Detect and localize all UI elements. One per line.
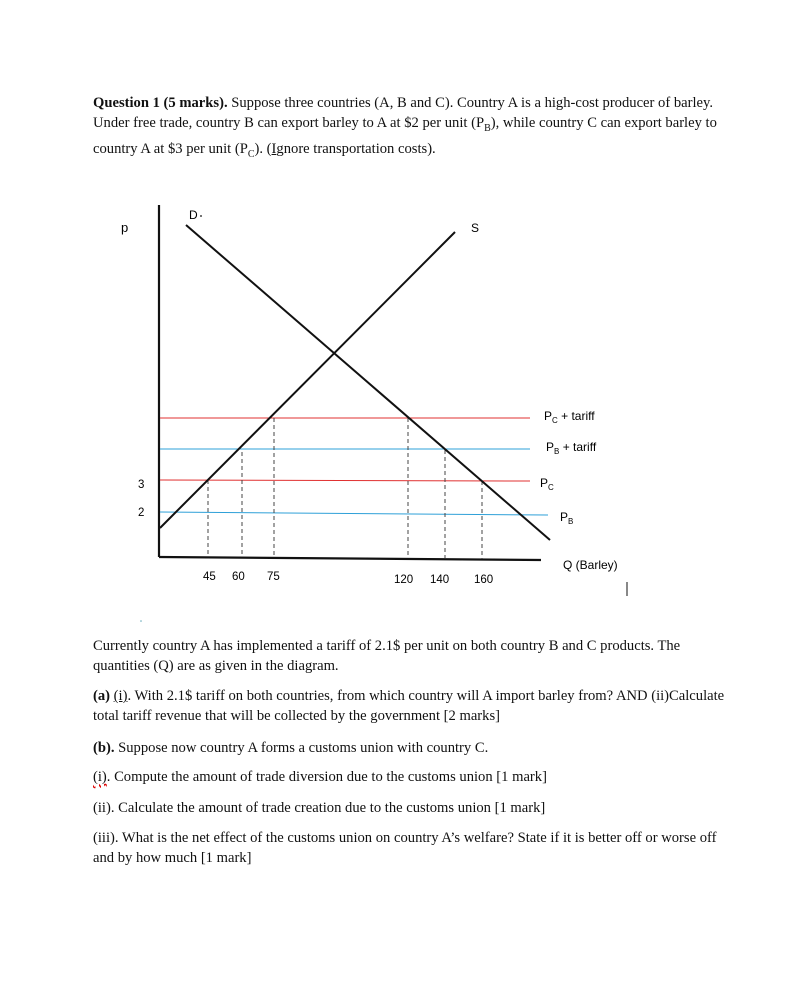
part-a-label: (a) — [93, 688, 114, 704]
part-b-ii: (ii). Calculate the amount of trade creation due to the customs union [1 mark] — [93, 800, 546, 816]
question-text-2: ), while country C can export barley to country A at $3 per unit (P — [93, 115, 717, 157]
subscript-c: C — [247, 148, 255, 160]
part-a-text: . With 2.1$ tariff on both countries, from which country will A import barley from? AND (ii)Calculate total tariff revenue that will be collected by the government [2 marks] — [93, 688, 725, 724]
part-b-label: (b). — [93, 740, 115, 756]
part-a-i: (i) — [113, 688, 128, 704]
tariff-paragraph: Currently country A has implemented a tariff of 2.1$ per unit on both country B and C products. The quantities (Q) are as given in the diagram. — [93, 638, 681, 674]
label-pb: $P_B$ — [560, 510, 574, 526]
part-a — [93, 686, 733, 726]
part-b-i-text: . Compute the amount of trade diversion due to the customs union [1 mark] — [106, 769, 547, 785]
x-tick-60: 60 — [232, 571, 245, 583]
supply-label: S — [471, 221, 480, 235]
subscript-b: B — [484, 122, 491, 134]
price-line-pc — [160, 480, 530, 481]
y-tick-2: 2 — [138, 507, 145, 519]
x-tick-75: 75 — [267, 571, 280, 583]
price-line-pb — [160, 512, 548, 515]
part-b-iii: (iii). What is the net effect of the customs union on country A’s welfare? State if it is better off or worse off and by how much [1 mark] — [93, 830, 717, 866]
label-pb-tariff: $P_B$ + tariff — [546, 440, 597, 456]
part-b-i — [93, 767, 733, 787]
part-b-i-label: (i) — [93, 769, 107, 785]
ignore-i: I — [271, 140, 277, 157]
label-pc-tariff: $P_C$ + tariff — [544, 409, 595, 425]
x-tick-120: 120 — [394, 574, 414, 586]
part-b — [93, 738, 733, 758]
demand-label-dot — [200, 215, 202, 217]
x-tick-45: 45 — [203, 571, 216, 583]
x-tick-140: 140 — [430, 574, 450, 586]
stray-dot — [140, 620, 142, 622]
x-tick-160: 160 — [474, 574, 494, 586]
demand-label: D — [189, 208, 198, 222]
supply-curve — [160, 232, 455, 528]
question-title: Question 1 (5 marks). — [93, 95, 228, 111]
demand-curve — [186, 225, 550, 540]
y-axis-label: p — [121, 220, 129, 235]
y-tick-3: 3 — [138, 479, 145, 491]
x-axis-label: Q (Barley) — [563, 558, 618, 572]
part-b-text: Suppose now country A forms a customs union with country C. — [114, 740, 489, 756]
x-axis — [159, 557, 541, 560]
question-text-3: ). ( — [254, 140, 272, 157]
question-text-1: Suppose three countries (A, B and C). Country A is a high-cost producer of barley. Under free trade, country B can export barley to A at $2 per unit (P — [93, 95, 714, 131]
label-pc: $P_C$ — [540, 476, 554, 492]
question-text-4: gnore transportation costs). — [276, 140, 436, 157]
